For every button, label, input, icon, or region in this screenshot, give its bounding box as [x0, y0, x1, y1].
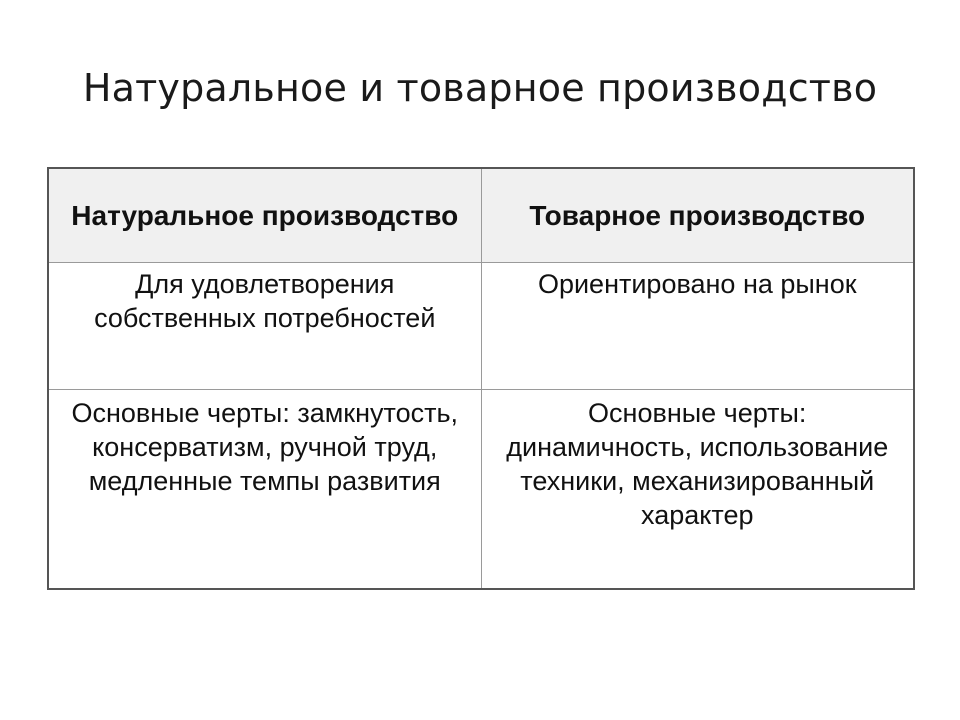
- cell-text: Ориентировано на рынок: [537, 269, 857, 299]
- table-row-traits: [48, 390, 914, 590]
- cell-commodity-purpose: [481, 263, 914, 390]
- table-row-purpose: [48, 263, 914, 390]
- cell-text: Основные черты: замкнутость, консерватизм, ручной труд, медленные темпы развития: [71, 398, 459, 496]
- comparison-table: [47, 167, 915, 590]
- slide-title: Натуральное и товарное производство: [82, 66, 878, 110]
- header-commodity-production: Товарное производство: [481, 168, 914, 263]
- cell-natural-purpose: [48, 263, 481, 390]
- header-natural-production: Натуральное производство: [48, 168, 481, 263]
- table-header-row: [48, 168, 914, 263]
- cell-text: Основные черты: динамичность, использование техники, механизированный характер: [506, 398, 889, 530]
- cell-commodity-traits: [481, 390, 914, 590]
- cell-natural-traits: [48, 390, 481, 590]
- cell-text: Для удовлетворения собственных потребностей: [94, 269, 436, 333]
